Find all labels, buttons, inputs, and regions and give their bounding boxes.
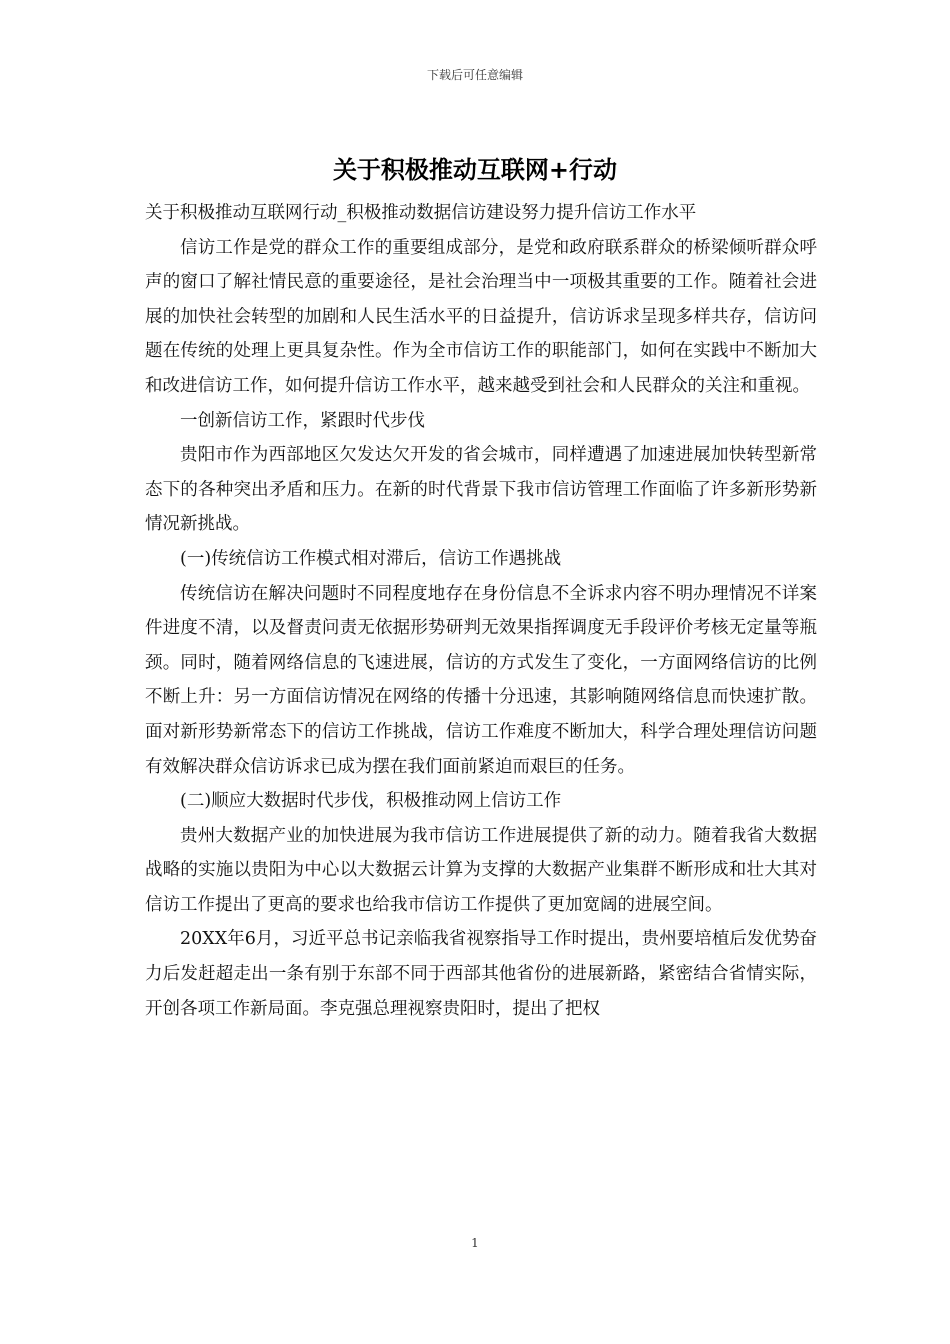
header-note: 下载后可任意编辑 [426, 68, 523, 82]
paragraph-5: 20XX年6月，习近平总书记亲临我省视察指导工作时提出，贵州要培植后发优势奋力后发赶超走出一条有别于东部不同于西部其他省份的进展新路，紧密结合省情实际，开创各项工作新局面。李克强总理视察贵阳时，提出了把权 [145, 929, 817, 1019]
document-subtitle: 关于积极推动互联网行动_积极推动数据信访建设努力提升信访工作水平 [145, 203, 697, 223]
subsection-heading-1: (一)传统信访工作模式相对滞后，信访工作遇挑战 [180, 548, 562, 569]
document-body [145, 196, 817, 1026]
paragraph-4: 贵州大数据产业的加快进展为我市信访工作进展提供了新的动力。随着我省大数据战略的实施以贵阳为中心以大数据云计算为支撑的大数据产业集群不断形成和壮大其对信访工作提出了更高的要求也给我市信访工作提供了更加宽阔的进展空间。 [145, 825, 817, 915]
page-number: 1 [471, 1236, 479, 1250]
paragraph-3: 传统信访在解决问题时不同程度地存在身份信息不全诉求内容不明办理情况不详案件进度不清，以及督责问责无依据形势研判无效果指挥调度无手段评价考核无定量等瓶颈。同时，随着网络信息的飞速进展，信访的方式发生了变化，一方面网络信访的比例不断上升：另一方面信访情况在网络的传播十分迅速，其影响随网络信息而快速扩散。面对新形势新常态下的信访工作挑战，信访工作难度不断加大，科学合理处理信访问题有效解决群众信访诉求已成为摆在我们面前紧迫而艰巨的任务。 [145, 583, 817, 777]
document-title: 关于积极推动互联网+行动 [332, 156, 618, 184]
section-heading-1: 一创新信访工作，紧跟时代步伐 [180, 410, 425, 431]
paragraph-2: 贵阳市作为西部地区欠发达欠开发的省会城市，同样遭遇了加速进展加快转型新常态下的各种突出矛盾和压力。在新的时代背景下我市信访管理工作面临了许多新形势新情况新挑战。 [145, 445, 817, 535]
subsection-heading-2: (二)顺应大数据时代步伐，积极推动网上信访工作 [180, 791, 562, 812]
paragraph-1: 信访工作是党的群众工作的重要组成部分，是党和政府联系群众的桥梁倾听群众呼声的窗口了解社情民意的重要途径，是社会治理当中一项极其重要的工作。随着社会进展的加快社会转型的加剧和人民生活水平的日益提升，信访诉求呈现多样共存，信访问题在传统的处理上更具复杂性。作为全市信访工作的职能部门，如何在实践中不断加大和改进信访工作，如何提升信访工作水平，越来越受到社会和人民群众的关注和重视。 [145, 237, 817, 396]
